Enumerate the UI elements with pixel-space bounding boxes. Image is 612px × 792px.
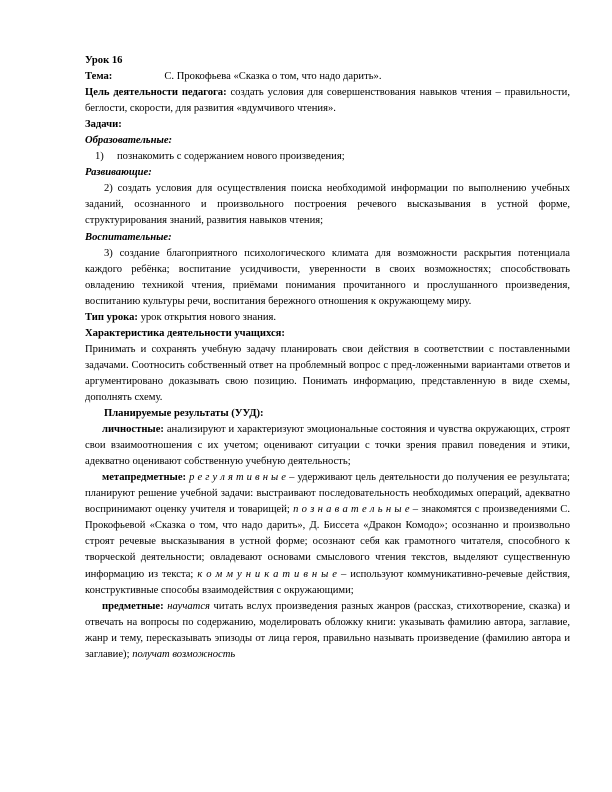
communicative-text: – используют коммуникативно-речевые действия, конструктивные способы взаимодействия с окружающими; — [85, 568, 570, 596]
learn-label: научатся — [167, 600, 210, 612]
lesson-type-label: Тип урока: — [85, 311, 138, 323]
lesson-number: Урок 16 — [85, 55, 123, 66]
cognitive-text: – знакомятся с произведениями С. Прокофьевой «Сказка о том, что надо дарить», Д. Биссета «Дракон Комодо»; осознанно и произвольно строят речевые высказывания в устной форме; осознают себя как грамотного читателя, способного к творческой деятельности; овладевают основами смыслового чтения текстов, выделяют существенную информацию из текста; — [85, 504, 570, 580]
learn-text: читать вслух произведения разных жанров (рассказ, стихотворение, сказка) и отвечать на вопросы по содержанию, моделировать обложку книги: указывать фамилию автора, заглавие, жанр и тему, пересказывать эпизоды от лица героя, правильно называть произведение (фамилию автора и заглавие); — [85, 600, 570, 660]
topic-label: Тема: — [85, 71, 113, 83]
developing-label: Развивающие: — [85, 167, 152, 179]
goal-paragraph — [85, 85, 570, 117]
lesson-plan-page — [85, 53, 570, 663]
cognitive-label: п о з н а в а т е л ь н ы е — [293, 504, 410, 516]
chance-label: получат возможность — [132, 648, 236, 660]
personal-paragraph — [85, 422, 570, 470]
developing-text: 2) создать условия для осуществления поиска необходимой информации по выполнению учебных заданий, осознанного и произвольного построения речевого высказывания в устной форме, структурирования знаний, развития навыков чтения; — [85, 183, 570, 227]
goal-text: создать условия для совершенствования навыков чтения – правильности, беглости, скорости, для развития «вдумчивого чтения». — [85, 87, 570, 115]
results-heading: Планируемые результаты (УУД): — [104, 408, 264, 420]
meta-paragraph — [85, 470, 570, 598]
tasks-heading: Задачи: — [85, 119, 122, 131]
meta-label: метапредметные: — [102, 472, 187, 484]
regulative-text: – удерживают цель деятельности до получения ее результата; планируют решение учебной задачи: выстраивают последовательность необходимых операций, адекватно воспринимают оценку учителя и товарищей; — [85, 472, 570, 516]
personal-text: анализируют и характеризуют эмоциональные состояния и чувства окружающих, строят свои взаимоотношения с их учетом; оценивают ситуации с точки зрения правил поведения и этики, адекватно оценивают собственную учебную деятельность; — [85, 424, 570, 468]
lesson-type-line — [85, 310, 570, 326]
topic-value: С. Прокофьева «Сказка о том, что надо дарить». — [164, 71, 382, 83]
personal-label: личностные: — [102, 424, 164, 436]
communicative-label: к о м м у н и к а т и в н ы е — [197, 568, 337, 580]
activity-heading: Характеристика деятельности учащихся: — [85, 327, 285, 339]
subject-paragraph — [85, 599, 570, 663]
educational-label: Образовательные: — [85, 135, 173, 147]
goal-label: Цель деятельности педагога: — [85, 87, 227, 99]
topic-line — [85, 69, 570, 85]
educational-num: 1) — [95, 151, 104, 163]
subject-label: предметные: — [102, 600, 164, 612]
educational-text: познакомить с содержанием нового произведения; — [117, 151, 345, 163]
educational-item — [85, 149, 570, 165]
lesson-type-value: урок открытия нового знания. — [137, 311, 277, 323]
upbringing-text: 3) создание благоприятного психологического климата для возможности раскрытия потенциала каждого ребёнка; воспитание усидчивости, уверенности в своих возможностях; способствовать овладению техникой чтения, приёмами понимания прочитанного и прослушанного произведения, воспитанию культуры речи, воспитания бережного отношения к окружающему миру. — [85, 247, 570, 307]
regulative-label: р е г у л я т и в н ы е — [189, 472, 287, 484]
activity-text: Принимать и сохранять учебную задачу планировать свои действия в соответствии с поставленными задачами. Соотносить собственный ответ на проблемный вопрос с пред-ложенными вариантами ответов и аргументировано доказывать свою позицию. Понимать информацию, представленную в виде схемы, дополнять схему. — [85, 343, 570, 403]
upbringing-label: Воспитательные: — [85, 231, 172, 243]
